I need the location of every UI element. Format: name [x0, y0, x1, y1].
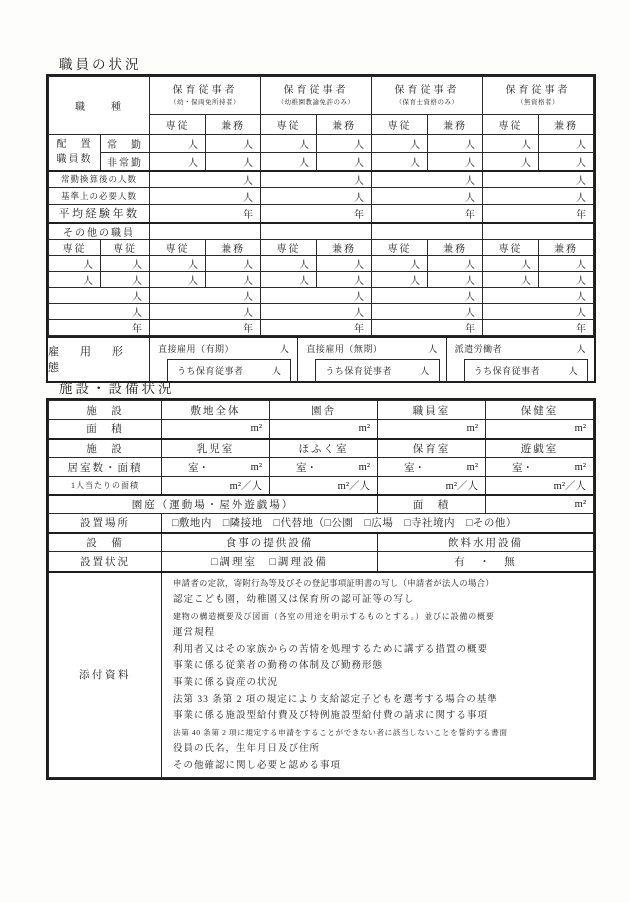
- facility-name: 園舎: [270, 401, 378, 420]
- count-cell: 人: [539, 255, 594, 271]
- group-3-subtitle: （保育士資格のみ）: [395, 99, 459, 107]
- years-cell: 年: [49, 319, 150, 335]
- count-cell: 人: [261, 303, 372, 319]
- installation-status-row: [49, 552, 594, 572]
- group-header-4: [483, 77, 594, 115]
- attachment-item: 法第 33 条第 2 項の規定により支給認定子どもを選考する場合の基準: [173, 694, 498, 705]
- count-cell: 人: [261, 188, 372, 205]
- count-cell: 人: [101, 271, 150, 287]
- group-header-2: [261, 77, 372, 115]
- count-cell: 人: [539, 153, 594, 171]
- facility-name: 敷地全体: [162, 401, 270, 420]
- location-label: 設置場所: [49, 514, 162, 533]
- other-staff-years-row: [49, 319, 594, 335]
- staff-section-title: 職員の状況: [59, 57, 142, 72]
- employment-type-label: 雇 用 形 態: [48, 338, 150, 381]
- years-cell: 年: [483, 319, 594, 335]
- required-count-row: [49, 188, 594, 205]
- group-2-subtitle: （幼稚園教諭免許のみ）: [277, 99, 355, 107]
- count-cell: 人: [317, 135, 372, 153]
- attachment-item: 役員の氏名，生年月日及び住所: [173, 744, 321, 755]
- area-cell: m²: [486, 420, 594, 439]
- employment-type-name: 直接雇用（無期）: [306, 343, 383, 354]
- employment-type-name: 直接雇用（有期）: [158, 343, 235, 354]
- years-cell: 年: [372, 319, 483, 335]
- other-header-cell: 専従: [372, 239, 428, 255]
- count-cell: 人: [428, 343, 438, 354]
- count-cell: 人: [420, 365, 430, 376]
- facility-name: 保健室: [486, 401, 594, 420]
- other-header-cell: 兼務: [317, 239, 372, 255]
- concurrent-header: 兼務: [539, 115, 594, 135]
- parttime-row-label: 非常勤: [101, 153, 150, 171]
- concurrent-header: 兼務: [317, 115, 372, 135]
- count-cell: 人: [428, 271, 483, 287]
- count-cell: 人: [49, 271, 101, 287]
- years-cell: 年: [261, 205, 372, 223]
- employment-group-dispatched: [447, 338, 594, 381]
- equipment-label: 設 備: [49, 533, 162, 552]
- count-cell: 人: [101, 255, 150, 271]
- attachment-item: 認定こども園，幼稚園又は保育所の認可証等の写し: [173, 595, 415, 606]
- attachment-item: 事業に係る従業者の勤務の体制及び勤務形態: [173, 661, 384, 672]
- childcare-sub-label: うち保育従事者: [325, 365, 392, 376]
- attachment-item: 事業に係る施設型給付費及び特例施設型給付費の請求に関する事項: [173, 711, 489, 722]
- installation-status-label: 設置状況: [49, 552, 162, 572]
- attachments-label: 添付資料: [49, 572, 162, 778]
- rooms-area-cell: 室・ m²: [378, 458, 486, 477]
- attachments-list: [162, 573, 593, 777]
- per-person-area-cell: m²／人: [378, 477, 486, 495]
- group-3-name: 保育従事者: [394, 85, 460, 97]
- equipment-row: [49, 533, 594, 552]
- count-cell: 人: [483, 188, 594, 205]
- area-cell: m²: [162, 420, 270, 439]
- count-cell: 人: [372, 287, 483, 303]
- facility-row-2: [49, 439, 594, 458]
- facility-name: ほふく室: [270, 439, 378, 458]
- count-cell: 人: [428, 153, 483, 171]
- employment-type-section: [48, 336, 594, 381]
- rooms-area-row: [49, 458, 594, 477]
- count-cell: 人: [372, 255, 428, 271]
- location-options: □敷地内 □隣接地 □代替地（□公園 □広場 □寺社境内 □その他）: [162, 514, 594, 533]
- garden-label: 園庭（運動場・屋外遊戯場）: [49, 495, 378, 514]
- staff-table: [46, 74, 596, 383]
- concurrent-header: 兼務: [206, 115, 261, 135]
- attachments-row: [49, 572, 594, 778]
- count-cell: 人: [372, 135, 428, 153]
- facility-label: 施 設: [49, 439, 162, 458]
- fulltime-staff-row: [49, 135, 594, 153]
- water-status-options: 有 ・ 無: [378, 552, 594, 572]
- count-cell: 人: [483, 153, 539, 171]
- other-staff-count-row: [49, 271, 594, 287]
- count-cell: 人: [150, 171, 261, 188]
- other-header-cell: 専従: [150, 239, 206, 255]
- count-cell: 人: [206, 255, 261, 271]
- count-cell: 人: [483, 171, 594, 188]
- childcare-sub-label: うち保育従事者: [473, 365, 541, 376]
- area-cell: m²: [270, 420, 378, 439]
- count-cell: 人: [206, 153, 261, 171]
- count-cell: 人: [261, 271, 317, 287]
- count-cell: 人: [206, 271, 261, 287]
- dedicated-header: 専従: [483, 115, 539, 135]
- count-cell: 人: [317, 255, 372, 271]
- job-type-header: 職 種: [49, 77, 150, 135]
- rooms-area-label: 居室数・面積: [49, 458, 162, 477]
- area-cell: m²: [378, 420, 486, 439]
- facility-row-1: [49, 401, 594, 420]
- count-cell: 人: [483, 287, 594, 303]
- count-cell: 人: [372, 271, 428, 287]
- count-cell: 人: [261, 171, 372, 188]
- location-row: [49, 514, 594, 533]
- empty-cell: [261, 223, 372, 240]
- count-cell: 人: [279, 343, 290, 354]
- fulltime-row-label: 常 勤: [101, 135, 150, 153]
- childcare-sub-label: うち保育従事者: [177, 365, 244, 376]
- years-cell: 年: [261, 319, 372, 335]
- count-cell: 人: [568, 365, 578, 376]
- count-cell: 人: [576, 343, 586, 354]
- rooms-area-cell: 室・ m²: [162, 458, 270, 477]
- area-row: [49, 420, 594, 439]
- water-equipment-header: 飲料水用設備: [378, 533, 594, 552]
- facility-name: 保育室: [378, 439, 486, 458]
- count-cell: 人: [271, 365, 282, 376]
- group-4-subtitle: （無資格者）: [517, 99, 559, 107]
- count-cell: 人: [49, 303, 150, 319]
- count-cell: 人: [428, 135, 483, 153]
- years-cell: 年: [372, 205, 483, 223]
- count-cell: 人: [150, 271, 206, 287]
- converted-count-row: [49, 171, 594, 188]
- parttime-staff-row: [49, 153, 594, 171]
- garden-area-label: 面 積: [378, 495, 486, 514]
- count-cell: 人: [261, 135, 317, 153]
- count-cell: 人: [317, 271, 372, 287]
- attachment-item: 事業に係る資産の状況: [173, 678, 279, 689]
- employment-group-fixed-term: [150, 338, 298, 381]
- other-header-cell: 専従: [261, 239, 317, 255]
- facility-name: 職員室: [378, 401, 486, 420]
- other-header-cell: 専従: [49, 239, 101, 255]
- meal-status-options: □調理室 □調理設備: [162, 552, 378, 572]
- area-label: 面 積: [49, 420, 162, 439]
- count-cell: 人: [150, 303, 261, 319]
- other-staff-label: その他の職員: [49, 223, 150, 240]
- attachment-item: その他確認に関し必要と認める事項: [173, 761, 342, 772]
- years-cell: 年: [150, 319, 261, 335]
- years-cell: 年: [483, 205, 594, 223]
- facility-label: 施 設: [49, 401, 162, 420]
- count-cell: 人: [372, 188, 483, 205]
- empty-cell: [483, 223, 594, 240]
- count-cell: 人: [150, 153, 206, 171]
- count-cell: 人: [206, 135, 261, 153]
- employment-group-permanent: [298, 338, 446, 381]
- converted-count-label: 常勤換算後の人数: [49, 171, 150, 188]
- other-staff-merged-count-row: [49, 287, 594, 303]
- count-cell: 人: [261, 153, 317, 171]
- facility-section-title: 施設・設備状況: [59, 381, 175, 396]
- count-cell: 人: [49, 287, 150, 303]
- other-header-cell: 専従: [101, 239, 150, 255]
- count-cell: 人: [150, 287, 261, 303]
- other-staff-row: [49, 223, 594, 240]
- count-cell: 人: [150, 255, 206, 271]
- dedicated-header: 専従: [150, 115, 206, 135]
- other-staff-merged-count-row: [49, 303, 594, 319]
- other-header-cell: 兼務: [539, 239, 594, 255]
- count-cell: 人: [539, 271, 594, 287]
- facility-name: 乳児室: [162, 439, 270, 458]
- count-cell: 人: [150, 188, 261, 205]
- group-1-subtitle: （幼・保両免所持者）: [170, 99, 240, 107]
- attachment-item: 建物の構造概要及び図面（各室の用途を明示するものとする。）並びに設備の概要: [173, 611, 495, 621]
- rooms-area-cell: 室・ m²: [486, 458, 594, 477]
- per-person-area-label: 1人当たりの面積: [49, 477, 162, 495]
- attachment-item: 法第 40 条第 2 項に規定する申請をすることができない者に該当しないことを誓約する書面: [173, 727, 508, 737]
- rooms-area-cell: 室・ m²: [270, 458, 378, 477]
- staff-header-row: [49, 77, 594, 115]
- count-cell: 人: [483, 271, 539, 287]
- group-1-name: 保育従事者: [172, 85, 238, 97]
- count-cell: 人: [49, 255, 101, 271]
- per-person-area-cell: m²／人: [486, 477, 594, 495]
- count-cell: 人: [483, 303, 594, 319]
- count-cell: 人: [483, 255, 539, 271]
- per-person-area-cell: m²／人: [270, 477, 378, 495]
- facility-name: 遊戯室: [486, 439, 594, 458]
- placement-staff-label: 配 置 職員数: [49, 135, 101, 171]
- count-cell: 人: [150, 135, 206, 153]
- concurrent-header: 兼務: [428, 115, 483, 135]
- garden-row: [49, 495, 594, 514]
- count-cell: 人: [317, 153, 372, 171]
- group-header-1: [150, 77, 261, 115]
- empty-cell: [150, 223, 261, 240]
- meal-equipment-header: 食事の提供設備: [162, 533, 378, 552]
- attachment-item: 申請者の定款，寄附行為等及びその登記事項証明書の写し（申請者が法人の場合）: [173, 578, 494, 588]
- childcare-sub-box: [464, 359, 588, 381]
- per-person-area-row: [49, 477, 594, 495]
- count-cell: 人: [261, 255, 317, 271]
- attachment-item: 運営規程: [173, 628, 216, 639]
- count-cell: 人: [372, 303, 483, 319]
- area-cell: m²: [486, 495, 594, 514]
- count-cell: 人: [372, 171, 483, 188]
- other-staff-count-row: [49, 255, 594, 271]
- facility-table: [46, 398, 596, 780]
- other-header-cell: 兼務: [206, 239, 261, 255]
- count-cell: 人: [428, 255, 483, 271]
- required-count-label: 基準上の必要人数: [49, 188, 150, 205]
- per-person-area-cell: m²／人: [162, 477, 270, 495]
- average-experience-row: [49, 205, 594, 223]
- dedicated-header: 専従: [372, 115, 428, 135]
- count-cell: 人: [372, 153, 428, 171]
- years-cell: 年: [150, 205, 261, 223]
- other-staff-header-row: [49, 239, 594, 255]
- count-cell: 人: [483, 135, 539, 153]
- other-header-cell: 兼務: [428, 239, 483, 255]
- group-2-name: 保育従事者: [283, 85, 349, 97]
- count-cell: 人: [261, 287, 372, 303]
- childcare-sub-box: [315, 359, 439, 381]
- group-header-3: [372, 77, 483, 115]
- childcare-sub-box: [167, 359, 291, 381]
- other-header-cell: 専従: [483, 239, 539, 255]
- attachment-item: 利用者又はその家族からの苦情を処理するために講ずる措置の概要: [173, 644, 489, 655]
- average-experience-label: 平均経験年数: [49, 205, 150, 223]
- group-4-name: 保育従事者: [505, 85, 571, 97]
- empty-cell: [372, 223, 483, 240]
- employment-type-name: 派遣労働者: [454, 343, 503, 354]
- attachments-list-cell: [162, 572, 594, 778]
- dedicated-header: 専従: [261, 115, 317, 135]
- count-cell: 人: [539, 135, 594, 153]
